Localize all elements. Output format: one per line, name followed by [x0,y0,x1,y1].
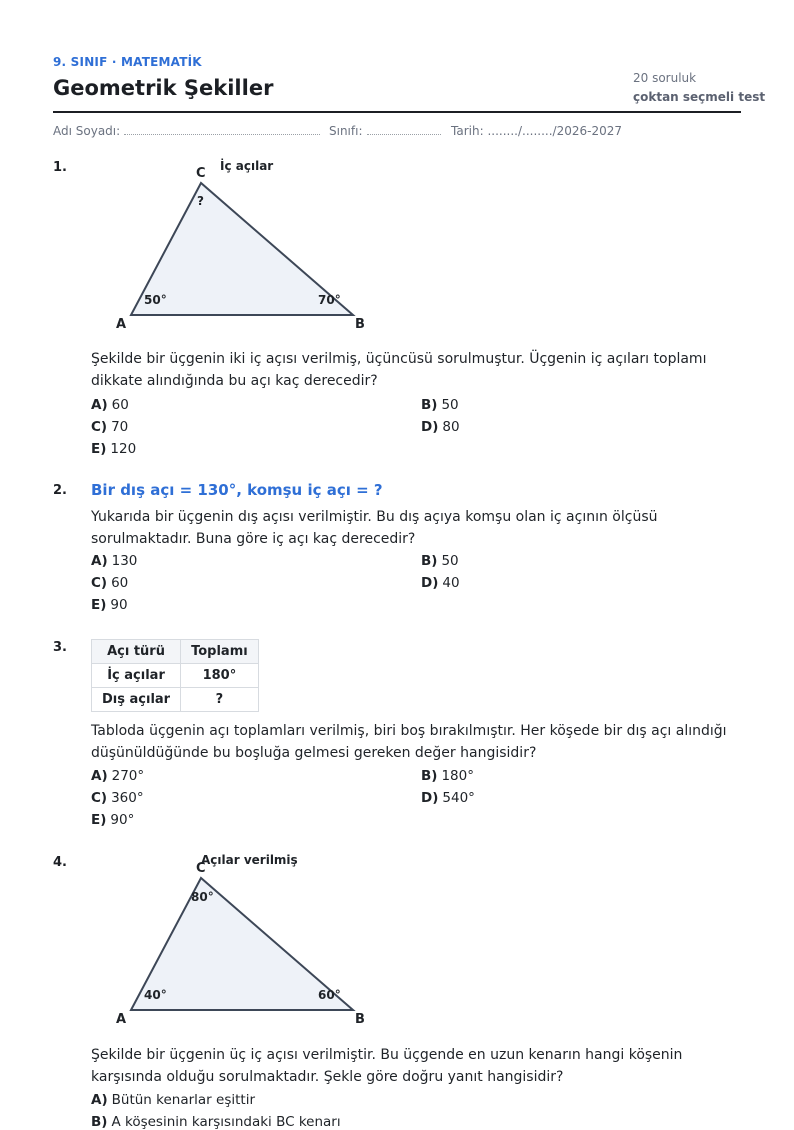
vertex-b-label: B [355,317,365,332]
question-2-heading: Bir dış açı = 130°, komşu iç açı = ? [91,481,383,499]
class-label: Sınıfı: [329,124,363,138]
date-value: ......../......../2026-2027 [487,124,622,138]
test-type: çoktan seçmeli test [633,90,766,104]
option-letter: C) [91,419,108,435]
question-2-number: 2. [53,483,67,498]
option-text: 90° [110,812,135,828]
figure-caption: İç açılar [220,159,274,173]
option-letter: A) [91,397,108,413]
question-2-option-b[interactable] [421,553,459,569]
option-letter: E) [91,597,107,613]
option-letter: C) [91,575,108,591]
question-3-option-d[interactable] [421,790,475,806]
option-letter: B) [421,768,438,784]
angle-c-label: ? [197,194,204,208]
option-text: 540° [442,790,475,806]
option-letter: D) [421,419,439,435]
class-blank[interactable] [367,124,441,135]
vertex-a-label: A [116,317,127,332]
question-4-option-b[interactable] [91,1114,341,1130]
option-letter: A) [91,1092,108,1108]
vertex-b-label: B [355,1012,365,1027]
table-cell: İç açılar [92,664,181,688]
question-2-option-d[interactable] [421,575,460,591]
question-1-figure [100,155,380,339]
table-header-row [92,640,259,664]
option-letter: D) [421,575,439,591]
option-letter: B) [91,1114,108,1130]
option-letter: C) [91,790,108,806]
name-blank[interactable] [124,124,320,135]
option-text: 70 [111,419,129,435]
option-text: 130 [111,553,138,569]
table-row [92,664,259,688]
angle-b-label: 70° [318,293,341,307]
vertex-a-label: A [116,1012,127,1027]
table-row [92,688,259,712]
date-label: Tarih: [451,124,484,138]
option-text: 50 [441,397,459,413]
question-2-option-e[interactable] [91,597,128,613]
option-letter: D) [421,790,439,806]
vertex-c-label: C [196,166,206,181]
question-3-text: Tabloda üçgenin açı toplamları verilmiş, biri boş bırakılmıştır. Her köşede bir dış açı alındığı düşünüldüğünde bu boşluğa gelmesi gereken değer hangisidir? [91,723,727,761]
question-3-option-b[interactable] [421,768,474,784]
option-text: 180° [441,768,474,784]
page-title: Geometrik Şekiller [53,76,274,100]
table-cell: Dış açılar [92,688,181,712]
option-text: 60 [111,397,129,413]
header-divider [53,111,741,113]
question-4-option-a[interactable] [91,1092,255,1108]
question-1-option-b[interactable] [421,397,459,413]
option-text: 60 [111,575,129,591]
question-count: 20 soruluk [633,71,697,85]
question-3-option-e[interactable] [91,812,134,828]
triangle-diagram [100,850,380,1030]
question-2-text: Yukarıda bir üçgenin dış açısı verilmiştir. Bu dış açıya komşu olan iç açının ölçüsü sorulmaktadır. Buna göre iç açı kaç derecedir? [91,509,658,547]
name-field[interactable] [53,124,320,138]
option-text: 90 [110,597,128,613]
option-letter: A) [91,553,108,569]
option-text: 360° [111,790,144,806]
date-field[interactable] [451,124,622,138]
option-letter: B) [421,553,438,569]
question-4-text: Şekilde bir üçgenin üç iç açısı verilmiştir. Bu üçgende en uzun kenarın hangi köşenin karşısında olduğu sorulmaktadır. Şekle göre doğru yanıt hangisidir? [91,1047,683,1085]
option-letter: E) [91,441,107,457]
grade-subject-label: 9. SINIF · MATEMATİK [53,55,202,69]
question-3-number: 3. [53,640,67,655]
option-text: A köşesinin karşısındaki BC kenarı [111,1114,341,1130]
option-letter: A) [91,768,108,784]
question-1-option-a[interactable] [91,397,129,413]
angle-a-label: 50° [144,293,167,307]
question-3-option-c[interactable] [91,790,144,806]
table-cell: 180° [181,664,259,688]
question-2-option-a[interactable] [91,553,137,569]
option-text: 270° [111,768,145,784]
option-text: 80 [442,419,460,435]
table-header: Açı türü [92,640,181,664]
table-cell: ? [181,688,259,712]
question-3-option-a[interactable] [91,768,144,784]
option-letter: B) [421,397,438,413]
question-1-option-e[interactable] [91,441,136,457]
question-1-text: Şekilde bir üçgenin iki iç açısı verilmiş, üçüncüsü sorulmuştur. Üçgenin iç açıları toplamı dikkate alındığında bu açı kaç derecedir? [91,351,707,389]
question-1-option-d[interactable] [421,419,460,435]
option-text: 120 [110,441,137,457]
name-label: Adı Soyadı: [53,124,121,138]
option-text: 50 [441,553,459,569]
class-field[interactable] [329,124,441,138]
question-4-figure [100,850,380,1034]
question-2-option-c[interactable] [91,575,128,591]
vertex-c-label: C [196,861,206,876]
triangle-diagram [100,155,380,335]
option-text: 40 [442,575,460,591]
angle-c-label: 80° [191,890,214,904]
option-text: Bütün kenarlar eşittir [111,1092,256,1108]
angle-a-label: 40° [144,988,167,1002]
option-letter: E) [91,812,107,828]
angle-b-label: 60° [318,988,341,1002]
table-header: Toplamı [181,640,259,664]
angle-sum-table [91,639,259,712]
question-4-number: 4. [53,855,67,870]
question-1-option-c[interactable] [91,419,128,435]
figure-caption: Açılar verilmiş [201,853,298,867]
question-1-number: 1. [53,160,67,175]
